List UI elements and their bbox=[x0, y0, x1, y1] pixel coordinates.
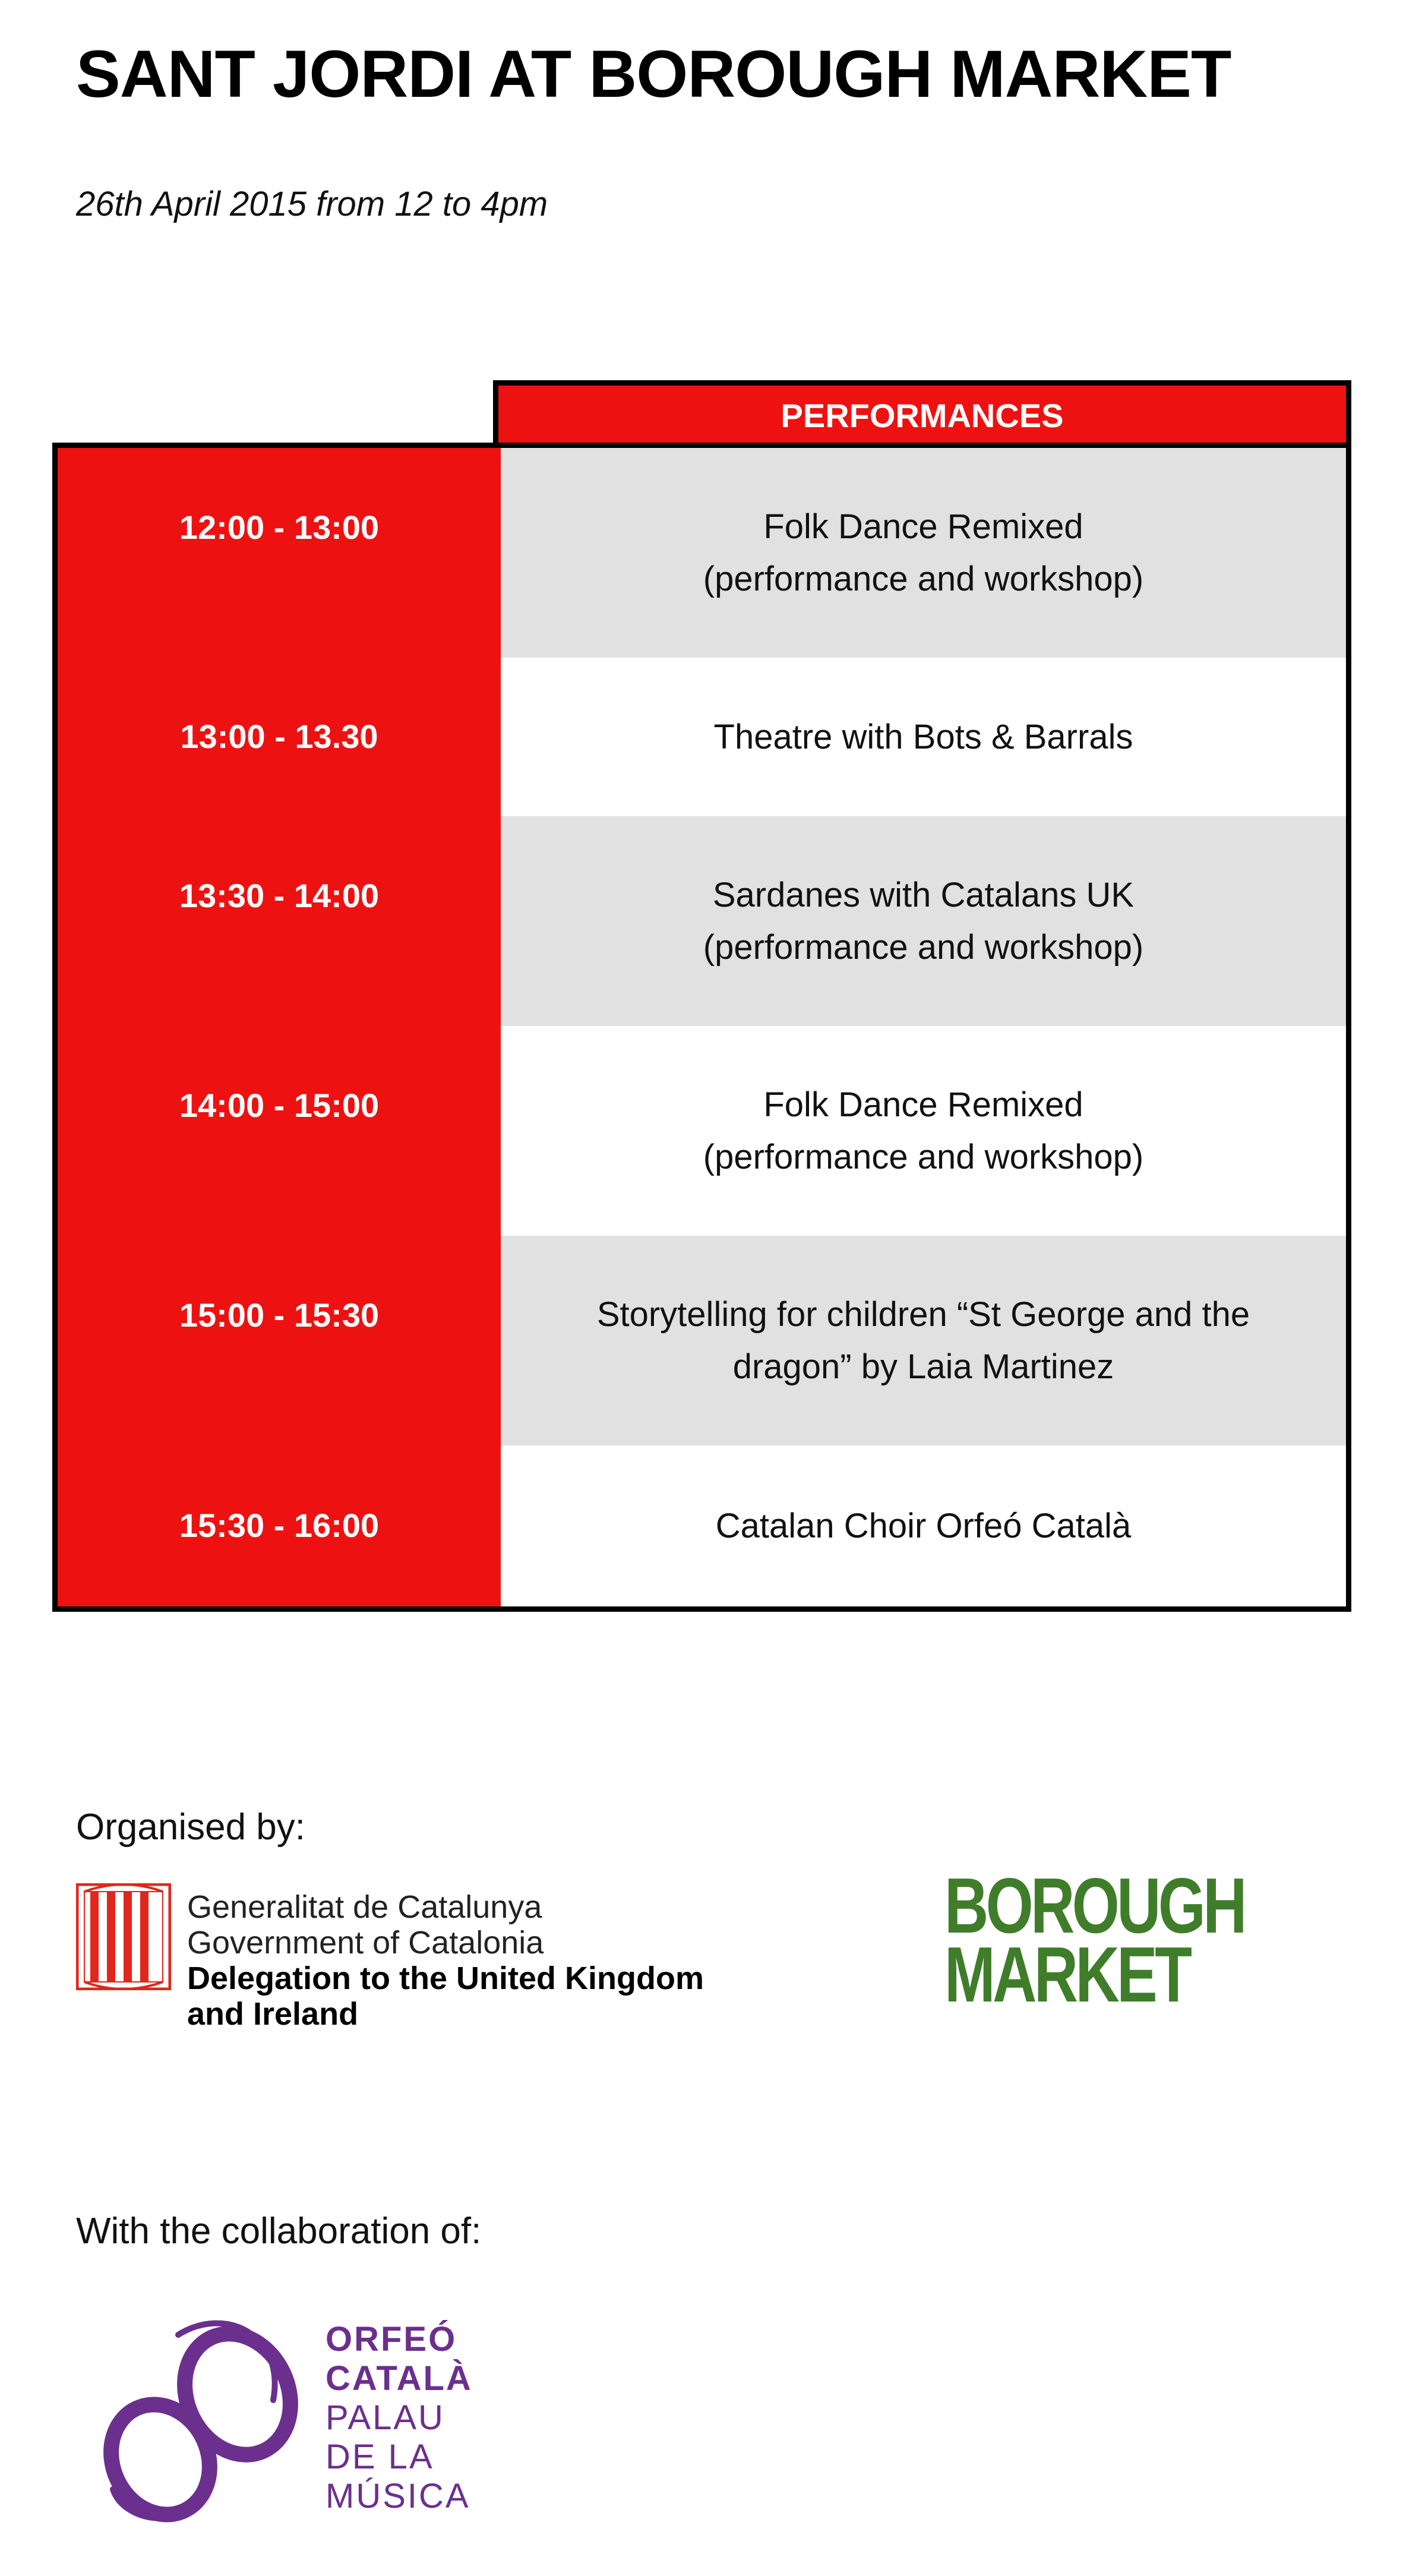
collaboration-label: With the collaboration of: bbox=[76, 2211, 482, 2252]
orfeo-line: ORFEÓ bbox=[326, 2320, 457, 2359]
borough-logo-line: BOROUGH bbox=[944, 1862, 1244, 1949]
organised-by-label: Organised by: bbox=[76, 1807, 305, 1848]
activity-line: dragon” by Laia Martinez bbox=[732, 1347, 1114, 1386]
activity-line: (performance and workshop) bbox=[703, 927, 1144, 967]
generalitat-logo-icon bbox=[76, 1883, 171, 1990]
borough-market-logo bbox=[944, 1862, 1244, 2018]
orfeo-text bbox=[326, 2320, 473, 2516]
row-time: 15:30 - 16:00 bbox=[179, 1507, 380, 1544]
orfeo-line: DE LA bbox=[326, 2438, 434, 2476]
orfeo-line: CATALÀ bbox=[326, 2359, 473, 2398]
activity-line: Storytelling for children “St George and the bbox=[596, 1295, 1250, 1334]
table-row bbox=[58, 1026, 1346, 1236]
row-activity bbox=[501, 1236, 1346, 1445]
row-time: 13:00 - 13.30 bbox=[180, 718, 378, 755]
row-activity bbox=[501, 816, 1346, 1026]
schedule-table bbox=[52, 443, 1351, 1612]
event-date: 26th April 2015 from 12 to 4pm bbox=[76, 185, 548, 223]
activity-line: (performance and workshop) bbox=[703, 1137, 1144, 1176]
row-time: 13:30 - 14:00 bbox=[179, 877, 380, 914]
table-row bbox=[58, 1236, 1346, 1445]
generalitat-name: Generalitat de Catalunya bbox=[187, 1889, 542, 1925]
orfeo-logo-icon bbox=[89, 2311, 315, 2531]
row-time: 15:00 - 15:30 bbox=[179, 1296, 380, 1334]
orfeo-line: MÚSICA bbox=[326, 2477, 470, 2515]
row-activity bbox=[501, 658, 1346, 816]
activity-line: Theatre with Bots & Barrals bbox=[713, 717, 1133, 756]
performances-header: PERFORMANCES bbox=[493, 380, 1351, 446]
borough-logo-line: MARKET bbox=[944, 1931, 1190, 2018]
row-activity bbox=[501, 1026, 1346, 1236]
table-row bbox=[58, 658, 1346, 816]
table-row bbox=[58, 816, 1346, 1026]
page-title: SANT JORDI AT BOROUGH MARKET bbox=[76, 37, 1231, 111]
activity-line: Sardanes with Catalans UK bbox=[712, 875, 1135, 914]
activity-line: Folk Dance Remixed bbox=[763, 507, 1083, 546]
generalitat-text bbox=[187, 1889, 704, 2032]
activity-line: (performance and workshop) bbox=[703, 559, 1144, 598]
table-row bbox=[58, 1445, 1346, 1606]
table-row bbox=[58, 448, 1346, 658]
row-activity bbox=[501, 1445, 1346, 1606]
government-name: Government of Catalonia bbox=[187, 1925, 544, 1961]
delegation-line: and Ireland bbox=[187, 1996, 359, 2032]
activity-line: Catalan Choir Orfeó Català bbox=[715, 1506, 1132, 1545]
activity-line: Folk Dance Remixed bbox=[763, 1085, 1083, 1124]
row-time: 14:00 - 15:00 bbox=[179, 1087, 380, 1124]
orfeo-line: PALAU bbox=[326, 2398, 445, 2437]
row-activity bbox=[501, 448, 1346, 658]
delegation-line: Delegation to the United Kingdom bbox=[187, 1961, 704, 1996]
row-time: 12:00 - 13:00 bbox=[179, 509, 380, 546]
